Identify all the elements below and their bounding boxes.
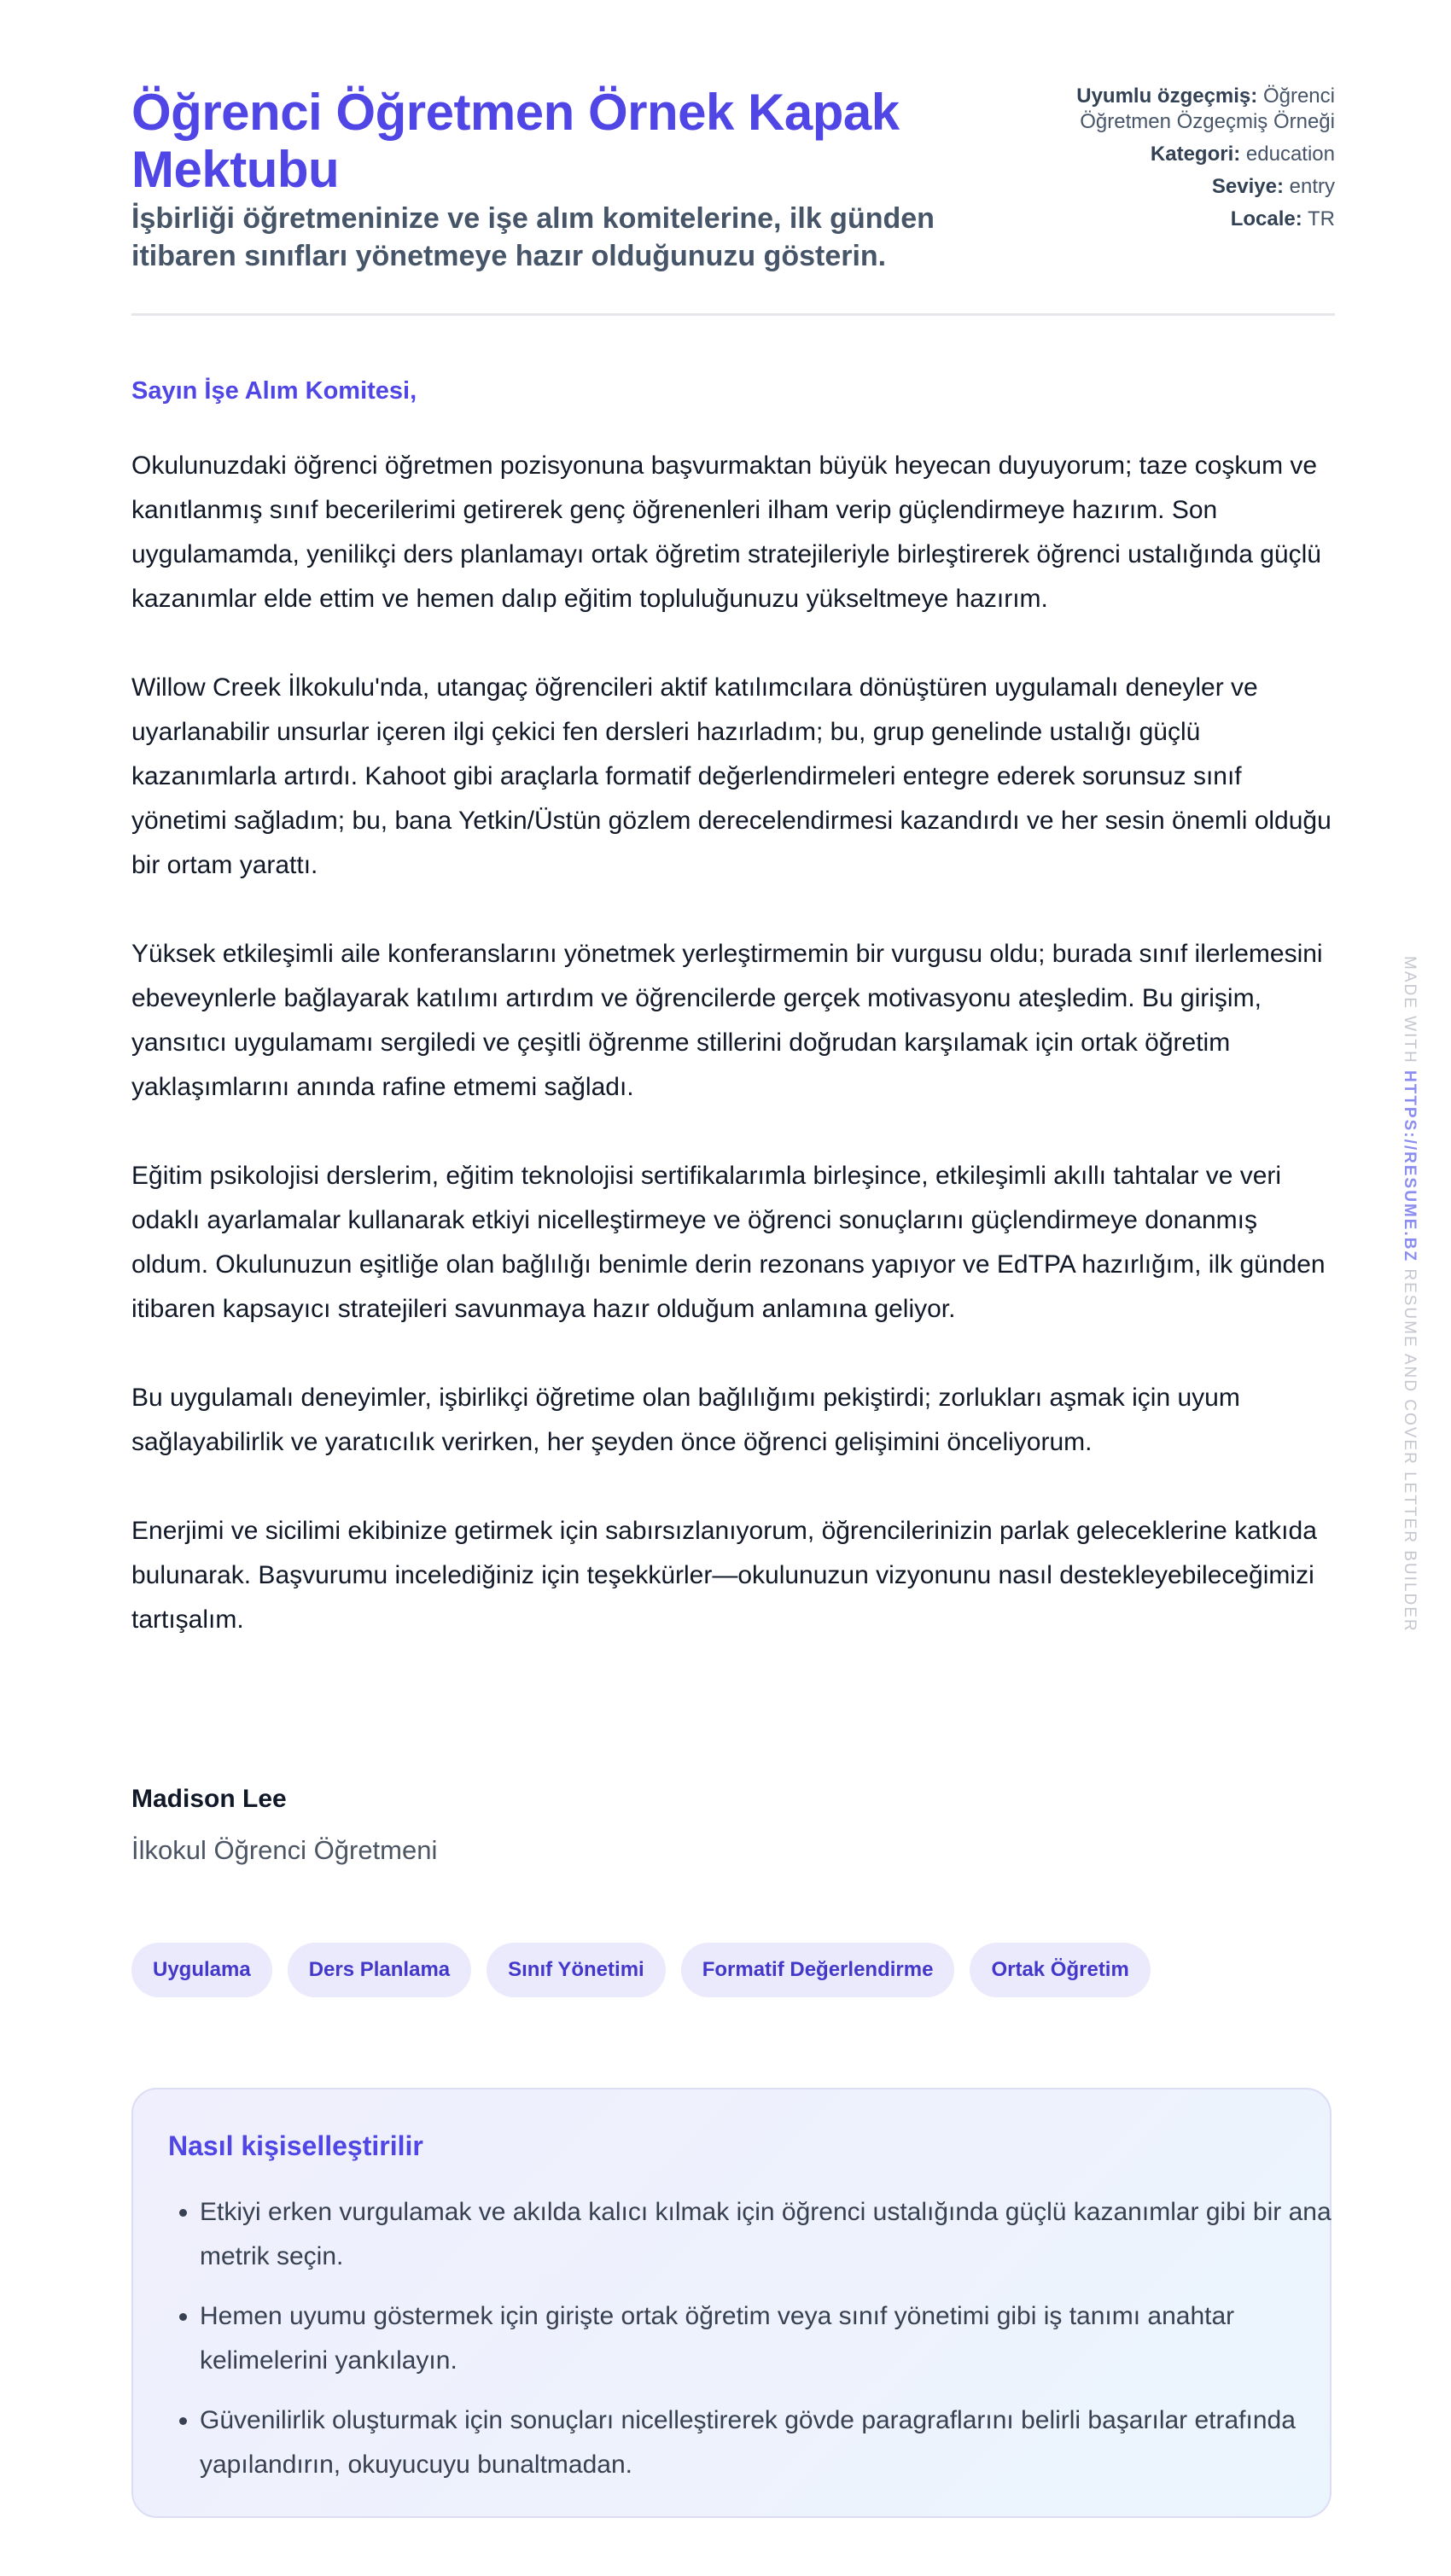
meta-level xyxy=(1030,174,1335,200)
tag-chip: Ortak Öğretim xyxy=(970,1943,1150,1997)
meta-category xyxy=(1030,142,1335,167)
tips-list xyxy=(164,2190,1335,2503)
credit-suffix: RESUME AND COVER LETTER BUILDER xyxy=(1401,1268,1419,1633)
signature xyxy=(131,1782,437,1868)
meta-category-label: Kategori: xyxy=(1150,143,1241,166)
credit-prefix: MADE WITH xyxy=(1401,956,1419,1064)
meta-resume-label: Uyumlu özgeçmiş: xyxy=(1076,85,1258,108)
signature-name: Madison Lee xyxy=(131,1785,287,1813)
paragraph: Eğitim psikolojisi derslerim, eğitim teknolojisi sertifikalarımla birleşince, etkileşimli akıllı tahtalar ve veri odaklı ayarlamalar kullanarak etkiyi nicelleştirmeye ve öğrenci sonuçlarını güçlendirmeye donanmış oldum. Okulunuzun eşitliğe olan bağlılığı benimle derin rezonans yapıyor ve EdTPA hazırlığım, ilk günden itibaren kapsayıcı stratejileri savunmaya hazır olduğum anlamına geliyor. xyxy=(131,1162,1326,1323)
signature-role: İlkokul Öğrenci Öğretmeni xyxy=(131,1835,438,1865)
letter-body xyxy=(131,444,1335,1687)
tag-chip: Ders Planlama xyxy=(288,1943,471,1997)
tag-chip: Sınıf Yönetimi xyxy=(487,1943,666,1997)
paragraph: Yüksek etkileşimli aile konferanslarını yönetmek yerleştirmemin bir vurgusu oldu; burada sınıf ilerlemesini ebeveynlerle bağlayarak katılımı artırdım ve öğrencilerde gerçek motivasyonu ateşledim. Bu girişim, yansıtıcı uygulamamı sergiledi ve çeşitli öğrenme stillerini doğrudan karşılamak için ortak öğretim yaklaşımlarını anında rafine etmemi sağladı. xyxy=(131,940,1323,1101)
tips-title: Nasıl kişiselleştirilir xyxy=(168,2130,423,2161)
meta-locale-label: Locale: xyxy=(1230,207,1302,230)
tag-chip: Uygulama xyxy=(131,1943,272,1997)
header xyxy=(131,0,1335,275)
tag-chip: Formatif Değerlendirme xyxy=(681,1943,955,1997)
header-left xyxy=(131,84,1030,275)
side-credit xyxy=(1400,956,1419,1633)
page-title: Öğrenci Öğretmen Örnek Kapak Mektubu xyxy=(131,84,900,198)
tag-list xyxy=(131,1943,1151,1997)
paragraph: Enerjimi ve sicilimi ekibinize getirmek için sabırsızlanıyorum, öğrencilerinizin parlak geleceklerine katkıda bulunarak. Başvurumu incelediğiniz için teşekkürler—okulunuzun vizyonunu nasıl destekleyebileceğimizi tartışalım. xyxy=(131,1517,1317,1634)
paragraph: Bu uygulamalı deneyimler, işbirlikçi öğretime olan bağlılığımı pekiştirdi; zorlukları aşmak için uyum sağlayabilirlik ve yaratıcılık verirken, her şeyden önce öğrenci gelişimini önceliyorum. xyxy=(131,1384,1240,1456)
paragraph: Okulunuzdaki öğrenci öğretmen pozisyonuna başvurmaktan büyük heyecan duyuyorum; taze coşkum ve kanıtlanmış sınıf becerilerimi getirerek genç öğrenenleri ilham verip güçlendirmeye hazırım. Son uygulamamda, yenilikçi ders planlamayı ortak öğretim stratejileriyle birleştirerek öğrenci ustalığında güçlü kazanımlar elde ettim ve hemen dalıp eğitim topluluğunuzu yükseltmeye hazırım. xyxy=(131,452,1321,613)
meta-resume-value: Öğrenci Öğretmen Özgeçmiş Örneği xyxy=(1080,85,1335,133)
meta-locale-value: TR xyxy=(1308,207,1335,230)
tip-item: • Güvenilirlik oluşturmak için sonuçları nicelleştirerek gövde paragraflarını belirli başarılar etrafında yapılandırın, okuyucuyu bunaltmadan. xyxy=(200,2398,1335,2487)
page-subtitle: İşbirliği öğretmeninize ve işe alım komitelerine, ilk günden itibaren sınıfları yönetmeye hazır olduğunuzu gösterin. xyxy=(131,202,935,272)
credit-link[interactable]: HTTPS://RESUME.BZ xyxy=(1401,1070,1419,1263)
tip-item: • Hemen uyumu göstermek için girişte ortak öğretim veya sınıf yönetimi gibi iş tanımı anahtar kelimelerini yankılayın. xyxy=(200,2294,1335,2383)
salutation: Sayın İşe Alım Komitesi, xyxy=(131,377,417,405)
header-divider xyxy=(131,313,1335,316)
tip-item: • Etkiyi erken vurgulamak ve akılda kalıcı kılmak için öğrenci ustalığında güçlü kazanımlar gibi bir ana metrik seçin. xyxy=(200,2190,1335,2279)
customization-tips-card xyxy=(131,2088,1332,2518)
cover-letter-page xyxy=(131,0,1335,2479)
meta-panel xyxy=(1030,84,1335,275)
meta-resume xyxy=(1030,84,1335,135)
meta-level-value: entry xyxy=(1289,175,1335,198)
paragraph: Willow Creek İlkokulu'nda, utangaç öğrencileri aktif katılımcılara dönüştüren uygulamalı deneyler ve uyarlanabilir unsurlar içeren ilgi çekici fen dersleri hazırladım; bu, grup genelinde ustalığı güçlü kazanımlarla artırdı. Kahoot gibi araçlarla formatif değerlendirmeleri entegre ederek sorunsuz sınıf yönetimi sağladım; bu, bana Yetkin/Üstün gözlem derecelendirmesi kazandırdı ve her sesin önemli olduğu bir ortam yarattı. xyxy=(131,673,1332,879)
meta-locale xyxy=(1030,207,1335,232)
meta-category-value: education xyxy=(1245,143,1335,166)
meta-level-label: Seviye: xyxy=(1211,175,1284,198)
